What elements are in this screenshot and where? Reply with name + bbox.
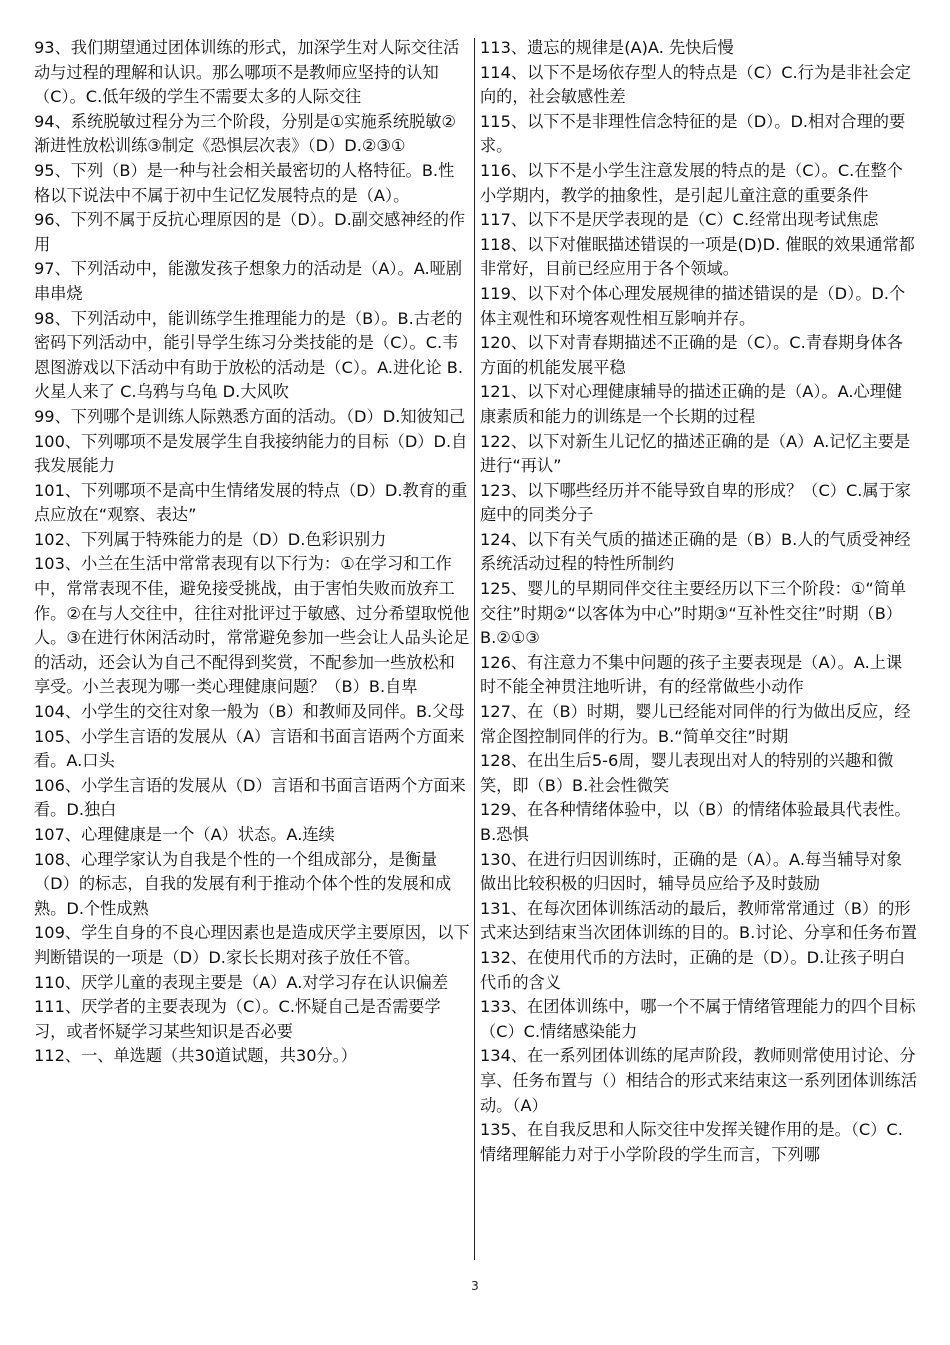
question-item: 108、心理学家认为自我是个性的一个组成部分，是衡量（D）的标志，自我的发展有利于推动个体个性的发展和成熟。D.个性成熟 xyxy=(34,849,452,918)
question-item: 112、一、单选题（共30道试题，共30分。） xyxy=(34,1046,357,1066)
question-item: 124、以下有关气质的描述正确的是（B）B.人的气质受神经系统活动过程的特性所制约 xyxy=(480,529,911,574)
question-item: 110、厌学儿童的表现主要是（A）A.对学习存在认识偏差 xyxy=(34,972,449,992)
question-item: 131、在每次团体训练活动的最后，教师常常通过（B）的形式来达到结束当次团体训练的目的。B.讨论、分享和任务布置 xyxy=(480,898,918,943)
column-divider xyxy=(474,38,475,1260)
question-item: 122、以下对新生儿记忆的描述正确的是（A）A.记忆主要是进行“再认” xyxy=(480,431,911,476)
question-item: 117、以下不是厌学表现的是（C）C.经常出现考试焦虑 xyxy=(480,210,879,230)
question-item: 102、下列属于特殊能力的是（D）D.色彩识别力 xyxy=(34,529,387,549)
question-item: 130、在进行归因训练时，正确的是（A）。A.每当辅导对象做出比较积极的归因时，辅导员应给予及时鼓励 xyxy=(480,849,903,894)
question-item: 95、下列（B）是一种与社会相关最密切的人格特征。B.性格以下说法中不属于初中生记忆发展特点的是（A）。 xyxy=(34,160,455,205)
question-item: 119、以下对个体心理发展规律的描述错误的是（D）。D.个体主观性和环境客观性相互影响并存。 xyxy=(480,283,906,328)
question-item: 113、遗忘的规律是(A)A. 先快后慢 xyxy=(480,38,734,57)
question-item: 97、下列活动中，能激发孩子想象力的活动是（A）。A.哑剧串串烧 xyxy=(34,259,463,303)
question-item: 133、在团体训练中，哪一个不属于情绪管理能力的四个目标（C）C.情绪感染能力 xyxy=(480,997,916,1041)
question-item: 107、心理健康是一个（A）状态。A.连续 xyxy=(34,825,335,844)
question-item: 105、小学生言语的发展从（A）言语和书面言语两个方面来看。A.口头 xyxy=(34,726,465,771)
question-item: 96、下列不属于反抗心理原因的是（D）。D.副交感神经的作用 xyxy=(34,210,466,254)
question-item: 93、我们期望通过团体训练的形式，加深学生对人际交往活动与过程的理解和认识。那么哪项不是教师应坚持的认知（C）。C.低年级的学生不需要太多的人际交往 xyxy=(34,38,460,107)
question-item: 125、婴儿的早期同伴交往主要经历以下三个阶段：①“简单交往”时期②“以客体为中心”时期③“互补性交往”时期（B）B.②①③ xyxy=(480,579,907,648)
question-item: 120、以下对青春期描述不正确的是（C）。C.青春期身体各方面的机能发展平稳 xyxy=(480,333,903,377)
question-item: 106、小学生言语的发展从（D）言语和书面言语两个方面来看。D.独白 xyxy=(34,775,466,820)
question-item: 109、学生自身的不良心理因素也是造成厌学主要原因，以下判断错误的一项是（D）D.家长长期对孩子放任不管。 xyxy=(34,923,470,967)
question-item: 121、以下对心理健康辅导的描述正确的是（A）。A.心理健康素质和能力的训练是一个长期的过程 xyxy=(480,382,903,426)
page-number: 3 xyxy=(471,1279,479,1293)
question-item: 94、系统脱敏过程分为三个阶段，分别是①实施系统脱敏②渐进性放松训练③制定《恐惧层次表》（D）D.②③① xyxy=(34,111,456,156)
question-item: 135、在自我反思和人际交往中发挥关键作用的是。（C）C.情绪理解能力对于小学阶段的学生而言，下列哪 xyxy=(480,1120,903,1164)
question-item: 104、小学生的交往对象一般为（B）和教师及同伴。B.父母 xyxy=(34,702,465,722)
question-item: 134、在一系列团体训练的尾声阶段，教师则常使用讨论、分享、任务布置与（）相结合的形式来结束这一系列团体训练活动。（A） xyxy=(480,1046,918,1115)
question-item: 128、在出生后5-6周，婴儿表现出对人的特别的兴趣和微笑，即（B）B.社会性微笑 xyxy=(480,751,894,795)
question-item: 129、在各种情绪体验中，以（B）的情绪体验最具代表性。B.恐惧 xyxy=(480,800,911,844)
question-item: 123、以下哪些经历并不能导致自卑的形成？（C）C.属于家庭中的同类分子 xyxy=(480,480,911,525)
question-item: 101、下列哪项不是高中生情绪发展的特点（D）D.教育的重点应放在“观察、表达” xyxy=(34,480,468,525)
question-item: 98、下列活动中，能训练学生推理能力的是（B）。B.古老的密码下列活动中，能引导学生练习分类技能的是（C）。C.韦恩图游戏以下活动中有助于放松的活动是（C）。A.进化论 B.火星人来了 C.乌鸦与乌龟 D.大风吹 xyxy=(34,308,464,402)
question-item: 115、以下不是非理性信念特征的是（D）。D.相对合理的要求。 xyxy=(480,111,906,156)
document-page xyxy=(34,36,918,1262)
right-column xyxy=(480,36,918,1167)
question-item: 99、下列哪个是训练人际熟悉方面的活动。（D）D.知彼知己 xyxy=(34,406,466,426)
left-column xyxy=(34,36,470,1069)
question-item: 100、下列哪项不是发展学生自我接纳能力的目标（D）D.自我发展能力 xyxy=(34,431,468,476)
question-item: 111、厌学者的主要表现为（C）。C.怀疑自己是否需要学习，或者怀疑学习某些知识是否必要 xyxy=(34,997,441,1041)
question-item: 114、以下不是场依存型人的特点是（C）C.行为是非社会定向的，社会敏感性差 xyxy=(480,62,911,107)
question-item: 126、有注意力不集中问题的孩子主要表现是（A）。A.上课时不能全神贯注地听讲，有的经常做些小动作 xyxy=(480,652,903,697)
question-item: 118、以下对催眠描述错误的一项是(D)D. 催眠的效果通常都非常好，目前已经应用于各个领域。 xyxy=(480,234,915,279)
question-item: 132、在使用代币的方法时，正确的是（D）。D.让孩子明白代币的含义 xyxy=(480,947,906,992)
question-item: 116、以下不是小学生注意发展的特点的是（C）。C.在整个小学期内，教学的抽象性，是引起儿童注意的重要条件 xyxy=(480,160,903,205)
question-item: 103、小兰在生活中常常表现有以下行为：①在学习和工作中，常常表现不佳，避免接受挑战，由于害怕失败而放弃工作。②在与人交往中，往往对批评过于敏感、过分希望取悦他人。③在进行休闲活动时，常常避免参加一些会让人品头论足的活动，还会认为自己不配得到奖赏，不配参加一些放松和享受。小兰表现为哪一类心理健康问题？（B）B.自卑 xyxy=(34,554,470,697)
question-item: 127、在（B）时期，婴儿已经能对同伴的行为做出反应，经常企图控制同伴的行为。B.“简单交往”时期 xyxy=(480,702,911,746)
